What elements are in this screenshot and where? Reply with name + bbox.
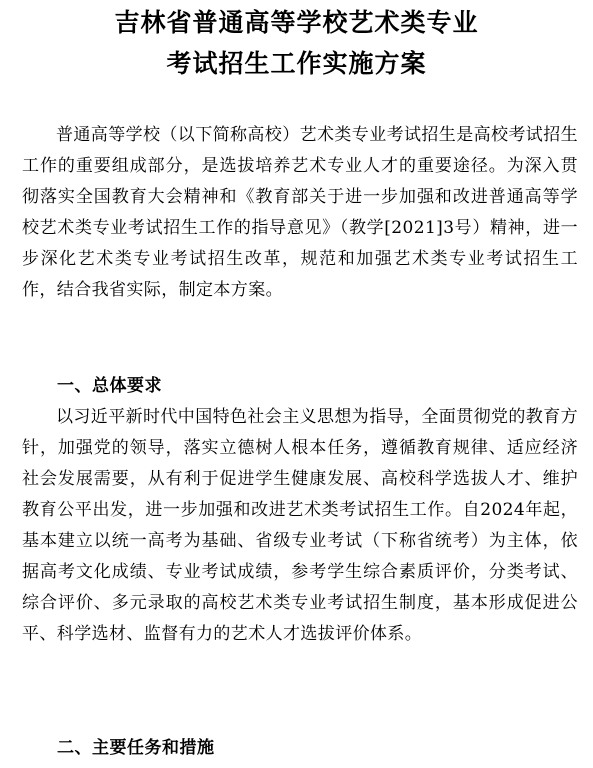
paragraph-intro: 普通高等学校（以下简称高校）艺术类专业考试招生是高校考试招生工作的重要组成部分，是选拔培养艺术专业人才的重要途径。为深入贯彻落实全国教育大会精神和《教育部关于进一步加强和改进普通高等学校艺术类专业考试招生工作的指导意见》（教学[2021]3号）精神，进一步深化艺术类专业考试招生改革，规范和加强艺术类专业考试招生工作，结合我省实际，制定本方案。 xyxy=(22,125,578,300)
document-title-line2: 考试招生工作实施方案 xyxy=(166,49,427,78)
document-title-line1: 吉林省普通高等学校艺术类专业 xyxy=(114,8,479,37)
paragraph-general-requirements: 以习近平新时代中国特色社会主义思想为指导，全面贯彻党的教育方针，加强党的领导，落实立德树人根本任务，遵循教育规律、适应经济社会发展需要，从有利于促进学生健康发展、高校科学选拔人才、维护教育公平出发，进一步加强和改进艺术类考试招生工作。自2024年起，基本建立以统一高考为基础、省级专业考试（下称省统考）为主体，依据高考文化成绩、专业考试成绩，参考学生综合素质评价，分类考试、综合评价、多元录取的高校艺术类专业考试招生制度，基本形成促进公平、科学选材、监督有力的艺术人才选拔评价体系。 xyxy=(22,407,578,644)
section-heading-main-tasks: 二、主要任务和措施 xyxy=(57,738,215,758)
section-heading-general-requirements: 一、总体要求 xyxy=(57,376,162,396)
